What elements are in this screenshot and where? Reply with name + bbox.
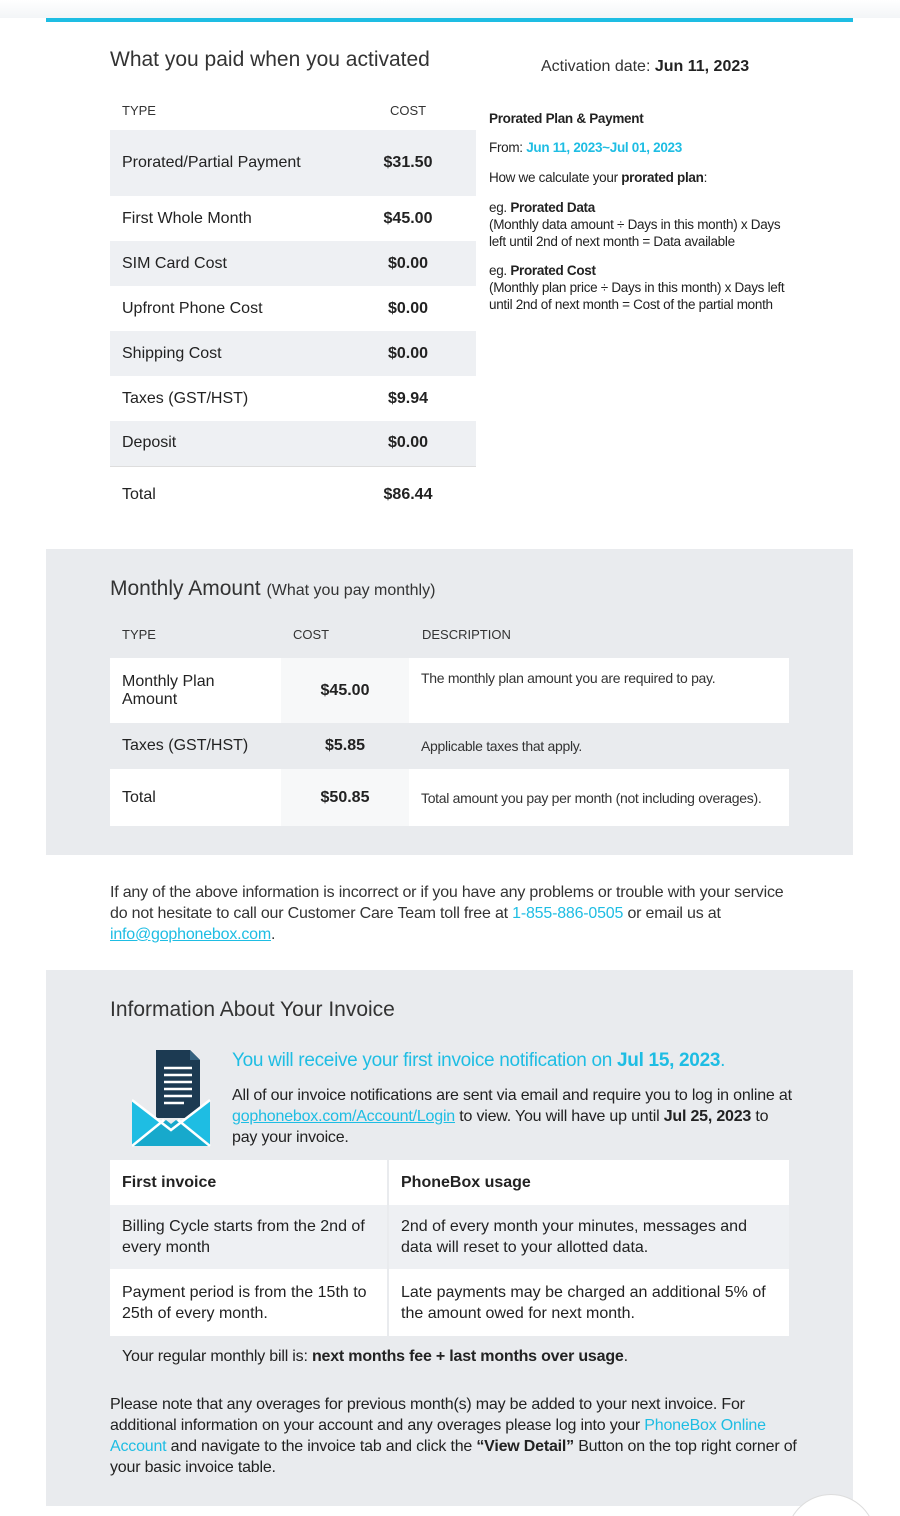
- prorated-cost-example: eg. Prorated Cost (Monthly plan price ÷ Days in this month) x Days left until 2nd of next month = Cost of the partial month: [489, 263, 785, 312]
- table-row: Monthly Plan Amount $45.00 The monthly plan amount you are required to pay.: [110, 658, 789, 723]
- prorated-data-example: eg. Prorated Data (Monthly data amount ÷ Days in this month) x Days left until 2nd of next month = Data available: [489, 200, 781, 249]
- type-header: TYPE: [122, 627, 156, 642]
- total-row: Total $86.44: [110, 466, 476, 524]
- prorated-info: Prorated Plan & Payment From: Jun 11, 2023~Jul 01, 2023 How we calculate your prorated plan: eg. Prorated Data (Monthly data amount ÷ Days in this month) x Days left until 2nd of next month = Data available eg. Prorated Cost (Monthly plan price ÷ Days in this month) x Days left until 2nd of next month = Cost of the partial month: [489, 110, 789, 325]
- contact-paragraph: If any of the above information is incorrect or if you have any problems or trouble with your service do not hesitate to call our Customer Care Team toll free at 1-855-886-0505 or email us at info@gophonebox.com.: [110, 884, 784, 943]
- invoice-title: Information About Your Invoice: [110, 998, 395, 1021]
- invoice-info-table: [110, 1160, 789, 1336]
- invoice-notification-text: All of our invoice notifications are sent via email and require you to log in online at gophonebox.com/Account/Login to view. You will have up until Jul 25, 2023 to pay your invoice.: [232, 1087, 792, 1146]
- phone-link[interactable]: 1-855-886-0505: [512, 905, 624, 922]
- table-row: Payment period is from the 15th to 25th of every month. Late payments may be charged an additional 5% of the amount owed for next month.: [110, 1269, 789, 1336]
- regular-bill-text: Your regular monthly bill is: next months fee + last months over usage.: [122, 1348, 628, 1365]
- overages-note: Please note that any overages for previous month(s) may be added to your next invoice. For additional information on your account and any overages please log into your PhoneBox Online Account and navigate to the invoice tab and click the “View Detail” Button on the top right corner of your basic invoice table.: [110, 1396, 797, 1476]
- table-row: Billing Cycle starts from the 2nd of every month 2nd of every month your minutes, messages and data will reset to your allotted data.: [110, 1205, 789, 1269]
- accent-bar: [46, 18, 853, 22]
- cost-header: COST: [293, 627, 330, 642]
- table-row: Shipping Cost $0.00: [110, 331, 476, 376]
- table-header-row: First invoice PhoneBox usage: [110, 1160, 789, 1205]
- description-header: DESCRIPTION: [422, 627, 511, 642]
- table-row: Upfront Phone Cost $0.00: [122, 299, 429, 317]
- table-header-row: [110, 90, 476, 130]
- prorated-heading: Prorated Plan & Payment: [489, 111, 644, 126]
- prorated-date-range: Jun 11, 2023~Jul 01, 2023: [526, 140, 682, 155]
- cost-header: COST: [389, 102, 427, 118]
- top-shadow: [0, 0, 900, 18]
- table-row: Deposit $0.00: [110, 421, 476, 466]
- monthly-table: [110, 658, 789, 826]
- table-row: SIM Card Cost $0.00: [110, 241, 476, 286]
- total-row: Total $50.85 Total amount you pay per month (not including overages).: [110, 769, 789, 826]
- monthly-amount-panel: [46, 549, 853, 855]
- table-row: Taxes (GST/HST) $9.94: [122, 389, 429, 407]
- online-account-link[interactable]: PhoneBox Online Account: [110, 1417, 766, 1455]
- monthly-total-cost: $50.85: [281, 769, 409, 826]
- login-link[interactable]: gophonebox.com/Account/Login: [232, 1108, 456, 1125]
- activation-date: Activation date: Jun 11, 2023: [541, 58, 750, 75]
- total-cost: $86.44: [340, 466, 476, 524]
- activation-title: What you paid when you activated: [110, 48, 430, 71]
- table-row: Prorated/Partial Payment $31.50: [110, 130, 476, 196]
- first-invoice-headline: You will receive your first invoice notification on Jul 15, 2023.: [232, 1050, 726, 1071]
- invoice-info-panel: [46, 970, 853, 1506]
- activation-cost-table: [110, 90, 476, 524]
- table-row: First Whole Month $45.00: [122, 209, 433, 227]
- monthly-title: Monthly Amount (What you pay monthly): [110, 577, 436, 600]
- email-link[interactable]: info@gophonebox.com: [110, 926, 271, 943]
- activation-date-value: Jun 11, 2023: [654, 58, 750, 75]
- type-header: TYPE: [122, 102, 156, 118]
- envelope-document-icon: [132, 1048, 212, 1148]
- table-row: Taxes (GST/HST) $5.85 Applicable taxes that apply.: [122, 737, 583, 754]
